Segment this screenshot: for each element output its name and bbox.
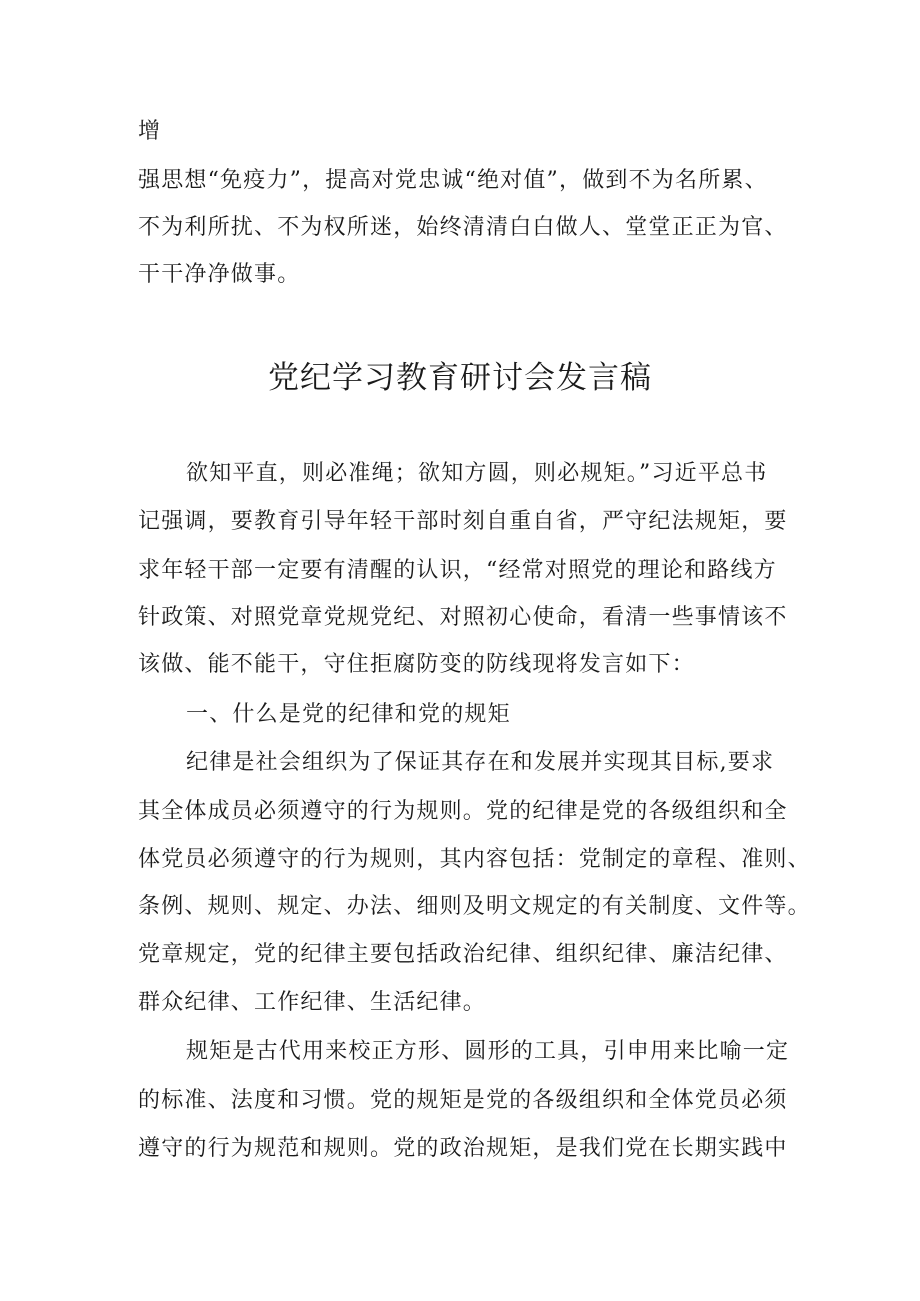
- paragraph-line: 该做、能不能干，守住拒腐防变的防线现将发言如下：: [138, 652, 695, 677]
- paragraph-line: 干干净净做事。: [138, 262, 301, 287]
- paragraph-line: 的标准、法度和习惯。党的规矩是党的各级组织和全体党员必须: [138, 1088, 788, 1113]
- paragraph-line: 其全体成员必须遵守的行为规则。党的纪律是党的各级组织和全: [138, 799, 788, 824]
- paragraph-line: 求年轻干部一定要有清醒的认识，“经常对照党的理论和路线方: [138, 558, 777, 583]
- paragraph-line: 增: [138, 119, 162, 144]
- paragraph-line: 群众纪律、工作纪律、生活纪律。: [138, 990, 487, 1015]
- paragraph-line: 规矩是古代用来校正方形、圆形的工具，引申用来比喻一定: [186, 1039, 790, 1064]
- paragraph-line: 针政策、对照党章党规党纪、对照初心使命，看清一些事情该不: [138, 605, 788, 630]
- paragraph-line: 记强调，要教育引导年轻干部时刻自重自省，严守纪法规矩，要: [138, 509, 788, 534]
- paragraph-line: 强思想“免疫力”，提高对党忠诚“绝对值”，做到不为名所累、: [138, 168, 768, 193]
- paragraph-line: 体党员必须遵守的行为规则，其内容包括：党制定的章程、准则、: [138, 847, 811, 872]
- paragraph-line: 不为利所扰、不为权所迷，始终清清白白做人、堂堂正正为官、: [138, 215, 788, 240]
- paragraph-line: 纪律是社会组织为了保证其存在和发展并实现其目标,要求: [186, 750, 775, 775]
- paragraph-line: 遵守的行为规范和规则。党的政治规矩，是我们党在长期实践中: [138, 1136, 788, 1161]
- paragraph-line: 欲知平直，则必准绳；欲知方圆，则必规矩。”习近平总书: [186, 461, 768, 486]
- paragraph-line: 党章规定，党的纪律主要包括政治纪律、组织纪律、廉洁纪律、: [138, 942, 788, 967]
- document-title: 党纪学习教育研讨会发言稿: [268, 360, 652, 396]
- paragraph-line: 条例、规则、规定、办法、细则及明文规定的有关制度、文件等。: [138, 894, 811, 919]
- section-heading: 一、什么是党的纪律和党的规矩: [186, 702, 511, 727]
